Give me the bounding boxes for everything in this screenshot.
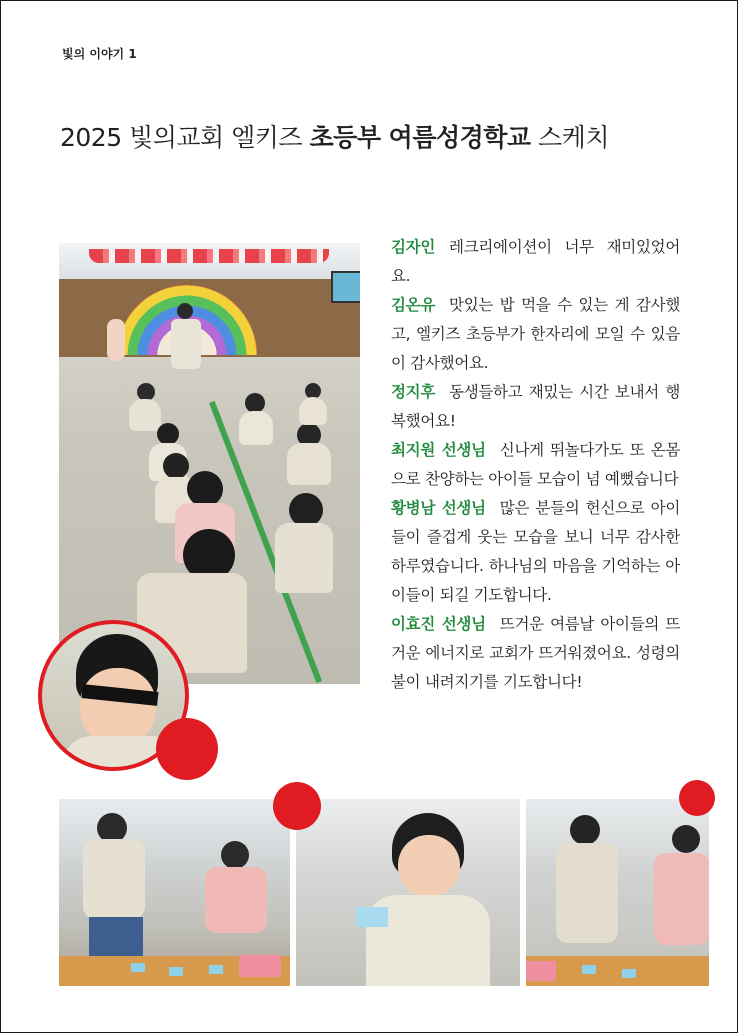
testimony-text: 신나게 뛰놀다가도 또 온몸으로 찬양하는 아이들 모습이 넘 예뻤습니다 <box>391 441 680 488</box>
testimony-item <box>391 494 680 610</box>
red-dot-decoration <box>156 718 218 780</box>
photo-leader-head <box>177 303 193 319</box>
photo-banner <box>89 249 329 263</box>
photo-kid-shirt <box>239 411 273 445</box>
photo-jesus-figure <box>107 319 125 361</box>
photo-card <box>622 969 636 978</box>
testimony-text: 많은 분들의 헌신으로 아이들이 즐겁게 웃는 모습을 보니 너무 감사한 하루였습니다. 하나님의 마음을 기억하는 아이들이 되길 기도합니다. <box>391 499 680 604</box>
bottom-photo-3 <box>526 799 709 986</box>
testimony-name: 정지후 <box>391 383 436 401</box>
testimony-item <box>391 291 680 378</box>
photo-kid-shirt <box>275 523 333 593</box>
photo-kid-head <box>245 393 265 413</box>
photo-kid-shirt <box>205 867 267 933</box>
title-prefix: 2025 빛의교회 엘키즈 <box>60 123 310 152</box>
photo-kid-jeans <box>89 917 143 957</box>
section-label: 빛의 이야기 1 <box>62 47 137 61</box>
testimony-text: 동생들하고 재밌는 시간 보내서 행복했어요! <box>391 383 680 430</box>
photo-kid-shirt <box>83 839 145 919</box>
testimony-name: 이효진 선생님 <box>391 615 486 633</box>
testimony-name: 김자인 <box>391 238 436 256</box>
photo-pink-book <box>526 961 556 981</box>
photo-kid-shirt <box>287 443 331 485</box>
photo-kid-head <box>163 453 189 479</box>
testimony-item <box>391 378 680 436</box>
photo-card <box>582 965 596 974</box>
photo-pink-book <box>239 955 281 977</box>
photo-kid-face <box>398 835 460 897</box>
testimony-text: 뜨거운 여름날 아이들의 뜨거운 에너지로 교회가 뜨거워졌어요. 성령의 불이 내려지기를 기도합니다! <box>391 615 680 691</box>
photo-kid-head <box>187 471 223 507</box>
portrait-face <box>80 668 156 746</box>
photo-kid-head <box>570 815 600 845</box>
testimony-name: 황병남 선생님 <box>391 499 486 517</box>
title-suffix: 스케치 <box>530 123 609 152</box>
testimony-item <box>391 610 680 697</box>
photo-card <box>169 967 183 976</box>
photo-kid-head <box>672 825 700 853</box>
photo-kid-head <box>289 493 323 527</box>
title-bold: 초등부 여름성경학교 <box>309 123 531 152</box>
red-dot-decoration <box>273 782 321 830</box>
page-title <box>60 118 609 154</box>
photo-card <box>131 963 145 972</box>
photo-kid-shirt <box>129 399 161 431</box>
main-group-photo <box>59 243 360 684</box>
testimony-name: 최지원 선생님 <box>391 441 486 459</box>
photo-screen <box>331 271 360 303</box>
testimony-text: 맛있는 밥 먹을 수 있는 게 감사했고, 엘키즈 초등부가 한자리에 모일 수 있음이 감사했어요. <box>391 296 680 372</box>
testimony-text: 레크리에이션이 너무 재미있었어요. <box>391 238 680 285</box>
testimony-item <box>391 233 680 291</box>
photo-card <box>209 965 223 974</box>
testimonies-column <box>391 233 680 697</box>
photo-kid-head <box>157 423 179 445</box>
red-dot-decoration <box>679 780 715 816</box>
bottom-photo-2 <box>296 799 520 986</box>
bottom-photo-1 <box>59 799 290 986</box>
photo-kid-shirt <box>556 843 618 943</box>
testimony-name: 김온유 <box>391 296 436 314</box>
photo-kid-shirt <box>299 397 327 425</box>
photo-leader-body <box>171 319 201 369</box>
testimony-item <box>391 436 680 494</box>
photo-card <box>356 907 388 927</box>
photo-kid-shirt <box>654 853 709 945</box>
photo-kid-head <box>221 841 249 869</box>
